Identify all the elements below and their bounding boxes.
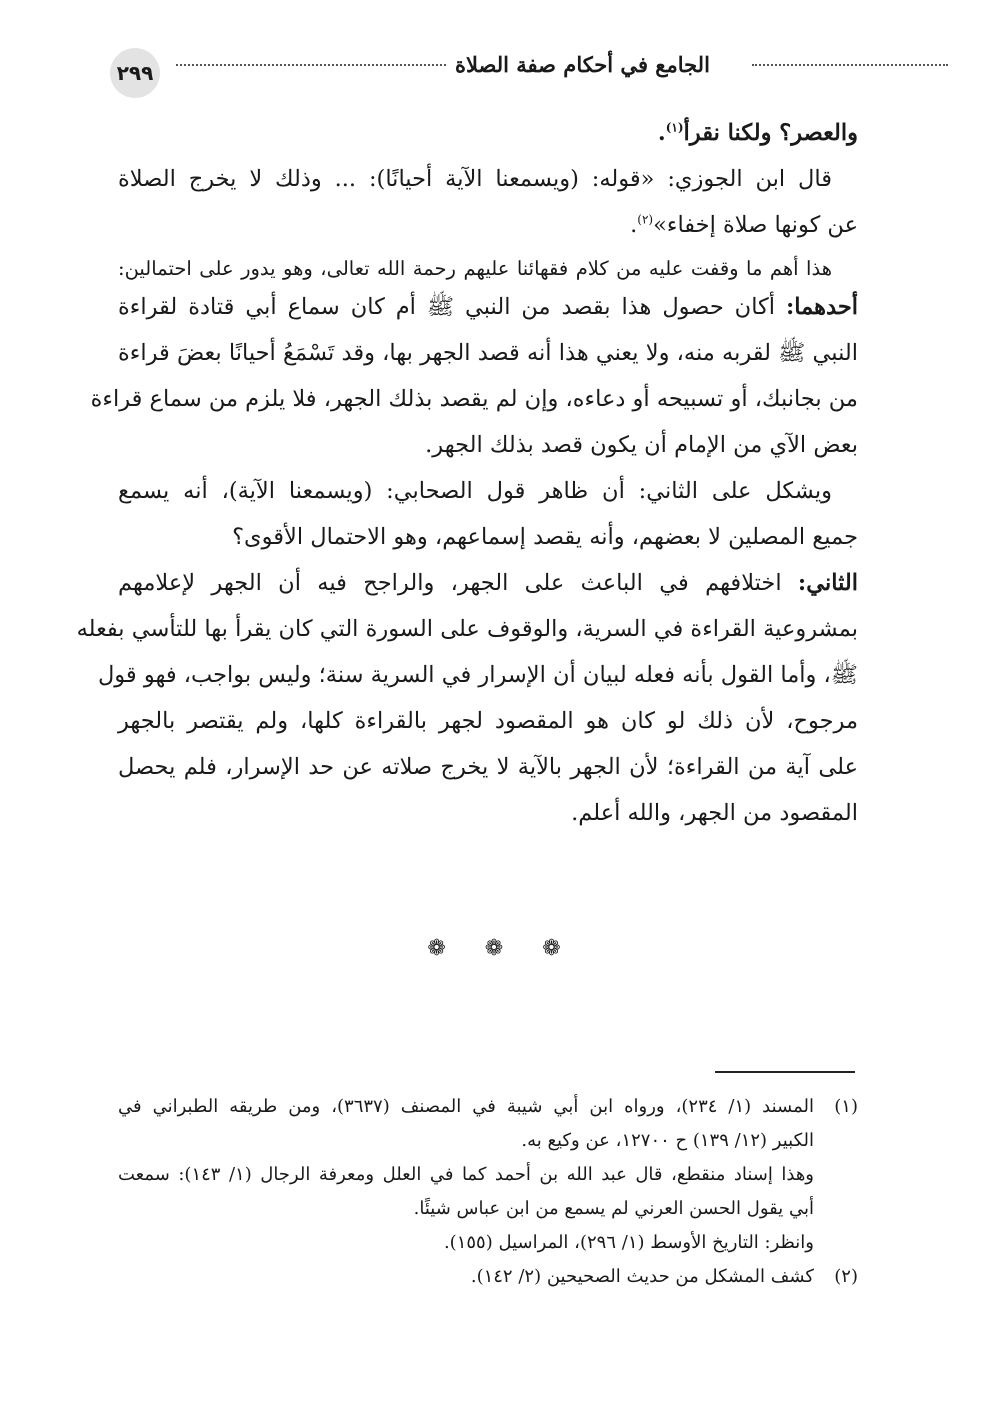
footnote-number: (١) [834,1096,858,1117]
section-divider-ornament: ❁ ❁ ❁ [427,936,577,961]
paragraph-line: مرجوح، لأن ذلك لو كان هو المقصود لجهر بالقراءة كلها، ولم يقتصر بالجهر [118,708,858,734]
footnote-line: كشف المشكل من حديث الصحيحين (٢/ ١٤٢). [470,1266,814,1287]
footnotes [118,1090,858,1294]
paragraph-line: ويشكل على الثاني: أن ظاهر قول الصحابي: (ويسمعنا الآية)، أنه يسمع [118,478,832,504]
paragraph-line: المقصود من الجهر، والله أعلم. [571,800,858,826]
footnote-number: (٢) [834,1266,858,1287]
running-title: الجامع في أحكام صفة الصلاة [455,52,710,77]
footnote-ref: (٢) [637,212,654,227]
paragraph-line [118,560,858,606]
paragraph-line: بمشروعية القراءة في السرية، والوقوف على السورة التي كان يقرأ بها للتأسي بفعله [76,616,858,642]
footnote-1 [118,1090,858,1260]
paragraph-line [118,110,858,156]
footnote-ref: (١) [665,120,684,135]
footnote-separator [715,1071,855,1073]
main-text [76,110,858,836]
text-run: . [657,120,666,146]
paragraph-line: قال ابن الجوزي: «قوله: (ويسمعنا الآية أحيانًا): ... وذلك لا يخرج الصلاة [118,166,832,192]
footnote-line: أبي يقول الحسن العرني لم يسمع من ابن عباس شيئًا. [413,1198,814,1219]
footnote-2 [118,1260,858,1294]
paragraph-line: جميع المصلين لا بعضهم، وأنه يقصد إسماعهم، وهو الاحتمال الأقوى؟ [232,524,858,550]
text-run: أكان حصول هذا بقصد من النبي ﷺ أم كان سماع أبي قتادة لقراءة [118,294,776,320]
paragraph-line [118,284,858,330]
header-leader-dots [176,64,446,66]
paragraph-line: من بجانبك، أو تسبيحه أو دعاءه، وإن لم يقصد بذلك الجهر، فلا يلزم من سماع قراءة [90,386,858,412]
section-label: الثاني: [797,570,858,596]
header-leader-dots [752,64,948,66]
paragraph-line: بعض الآي من الإمام أن يكون قصد بذلك الجهر. [425,432,858,458]
footnote-line: المسند (١/ ٢٣٤)، ورواه ابن أبي شيبة في المصنف (٣٦٣٧)، ومن طريقه الطبراني في [118,1096,814,1117]
section-label: أحدهما: [785,294,858,320]
paragraph-line: ﷺ، وأما القول بأنه فعله لبيان أن الإسرار في السرية سنة؛ وليس بواجب، فهو قول [97,662,858,688]
paragraph-line [118,202,858,248]
footnote-line: وانظر: التاريخ الأوسط (١/ ٢٩٦)، المراسيل (١٥٥). [443,1232,814,1253]
paragraph-line: على آية من القراءة؛ لأن الجهر بالآية لا يخرج صلاته عن حد الإسرار، فلم يحصل [118,754,858,780]
paragraph-line: هذا أهم ما وقفت عليه من كلام فقهائنا عليهم رحمة الله تعالى، وهو يدور على احتمالين: [118,257,832,280]
text-run: اختلافهم في الباعث على الجهر، والراجح فيه أن الجهر لإعلامهم [118,570,782,596]
page-number: ٢٩٩ [110,48,160,98]
paragraph-line: النبي ﷺ لقربه منه، ولا يعني هذا أنه قصد الجهر بها، وقد تَسْمَعُ أحيانًا بعضَ قراءة [118,340,858,366]
text-run: عن كونها صلاة إخفاء» [653,212,858,238]
text-run: . [630,212,638,238]
text-run: والعصر؟ ولكنا نقرأ [683,120,858,146]
page-header [110,40,860,104]
footnote-line: وهذا إسناد منقطع، قال عبد الله بن أحمد كما في العلل ومعرفة الرجال (١/ ١٤٣): سمعت [118,1164,815,1185]
footnote-line: الكبير (١٢/ ١٣٩) ح ١٢٧٠٠، عن وكيع به. [521,1130,814,1151]
